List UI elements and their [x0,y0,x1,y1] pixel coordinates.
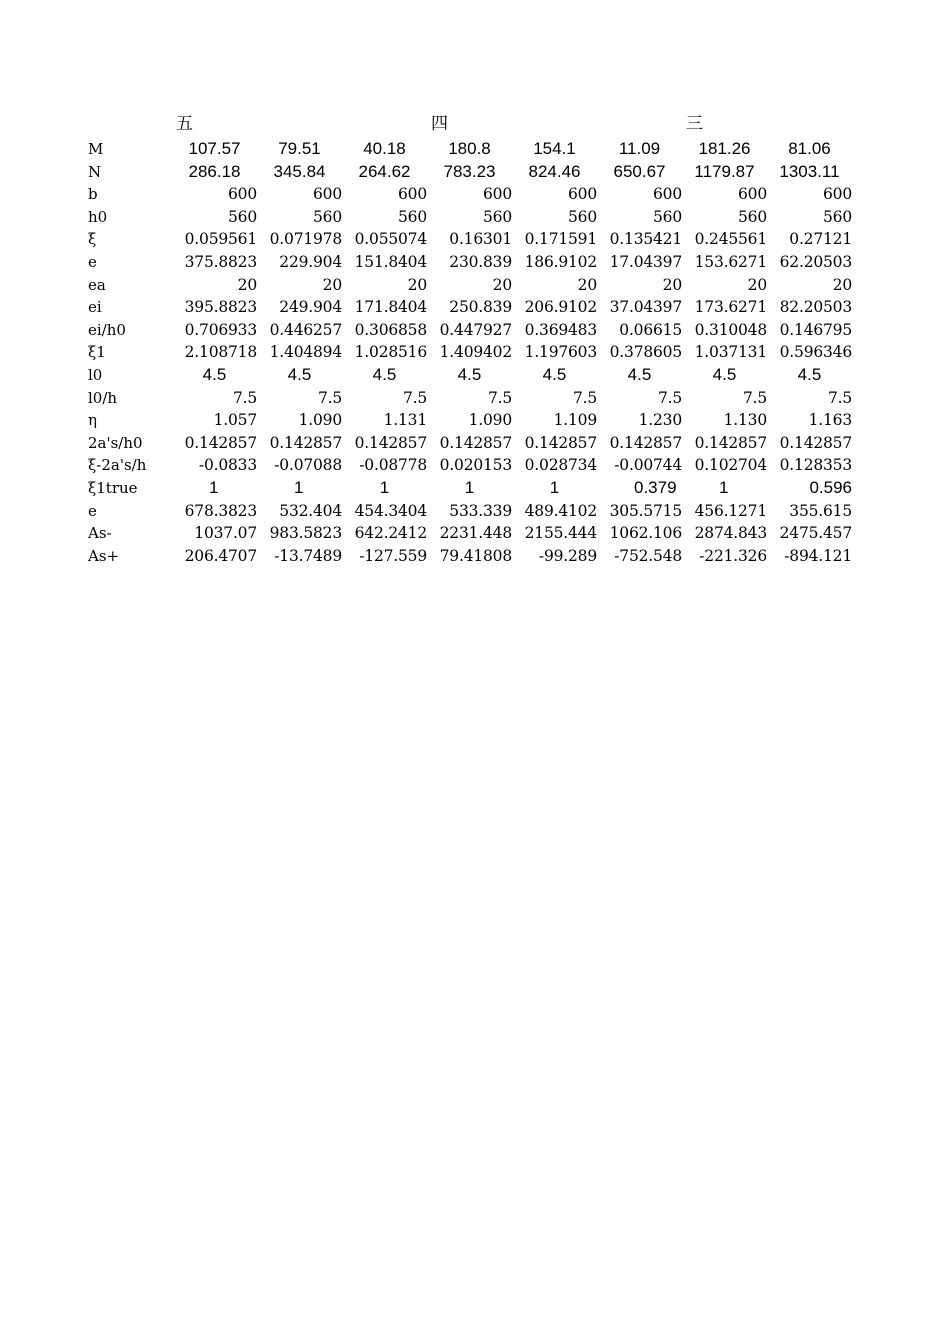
table-cell: 0.378605 [609,343,682,362]
table-cell: 4.5 [202,364,227,384]
table-cell: 81.06 [788,139,831,158]
table-cell: 560 [313,207,342,226]
table-cell: 230.839 [449,252,512,271]
table-cell: -0.08778 [359,456,427,475]
table-cell: 1.197603 [524,343,597,362]
table-cell: 7.5 [317,388,342,407]
table-cell: 20 [492,275,512,294]
table-cell: 0.171591 [524,230,597,249]
row-label: ei [88,298,102,317]
table-cell: 4.5 [712,364,737,384]
table-row [88,206,854,229]
table-cell: 7.5 [402,388,427,407]
table-cell: 7.5 [742,388,767,407]
table-row [88,138,854,161]
table-cell: 4.5 [457,364,482,384]
table-cell: 0.059561 [184,230,257,249]
table-row [88,364,854,387]
table-cell: 82.20503 [779,298,852,317]
table-cell: 1 [464,477,475,497]
table-cell: 0.142857 [184,433,257,452]
table-cell: 0.596346 [779,343,852,362]
table-cell: 11.09 [618,139,661,158]
table-cell: 1.230 [638,411,682,430]
table-cell: 20 [322,275,342,294]
table-cell: 62.20503 [779,252,852,271]
table-cell: 206.4707 [184,546,257,565]
table-cell: 171.8404 [354,298,427,317]
table-cell: 154.1 [533,139,576,158]
table-cell: 2475.457 [779,524,852,543]
row-label: 2a's/h0 [88,433,143,452]
table-cell: 2155.444 [524,524,597,543]
table-cell: 7.5 [572,388,597,407]
table-cell: 0.596 [809,477,852,497]
group-header-four: 四 [431,114,448,134]
table-cell: 533.339 [449,501,512,520]
table-cell: 186.9102 [524,252,597,271]
table-cell: 79.41808 [439,546,512,565]
table-cell: 1 [719,477,729,497]
table-row [88,251,854,274]
row-label: ei/h0 [88,320,126,339]
table-cell: 0.446257 [269,320,342,339]
table-cell: 229.904 [279,252,342,271]
row-label: As- [88,524,112,543]
table-row [88,545,854,568]
row-label: l0/h [88,388,118,407]
table-cell: 1.163 [808,411,852,430]
table-cell: 375.8823 [184,252,257,271]
table-cell: 0.142857 [694,433,767,452]
table-cell: 20 [407,275,427,294]
table-cell: 0.379 [634,477,677,497]
table-cell: 0.020153 [439,456,512,475]
table-cell: 600 [568,185,597,204]
table-row [88,432,854,455]
table-cell: 7.5 [232,388,257,407]
table-cell: 0.706933 [184,320,257,339]
table-cell: 107.57 [188,139,241,158]
table-cell: -752.548 [614,546,682,565]
table-cell: 1.090 [298,411,342,430]
table-row [88,161,854,184]
table-cell: 79.51 [278,139,321,158]
table-cell: 4.5 [627,364,652,384]
row-label: ea [88,275,106,294]
table-cell: 1 [379,477,390,497]
table-cell: 489.4102 [524,501,597,520]
table-cell: 20 [577,275,597,294]
table-cell: 0.102704 [694,456,767,475]
table-row [88,319,854,342]
table-cell: 4.5 [287,364,312,384]
table-cell: 0.135421 [609,230,682,249]
table-cell: 345.84 [273,161,326,181]
table-cell: 824.46 [528,161,581,181]
table-cell: 1.109 [553,411,597,430]
table-cell: 1.131 [383,411,427,430]
table-cell: 0.142857 [779,433,852,452]
table-cell: 1.090 [468,411,512,430]
table-cell: 4.5 [542,364,567,384]
row-label: As+ [88,546,120,565]
table-cell: 0.16301 [449,230,512,249]
table-cell: 0.142857 [609,433,682,452]
table-cell: 600 [228,185,257,204]
row-label: e [88,252,97,271]
table-cell: 37.04397 [609,298,682,317]
table-cell: -13.7489 [274,546,342,565]
table-cell: 600 [398,185,427,204]
table-cell: 650.67 [613,161,666,181]
table-cell: 1 [294,477,304,497]
table-cell: 2231.448 [439,524,512,543]
table-row [88,228,854,251]
table-cell: 1 [549,477,560,497]
table-cell: 249.904 [279,298,342,317]
table-cell: 20 [832,275,852,294]
table-cell: 153.6271 [694,252,767,271]
table-row [88,274,854,297]
table-cell: 0.306858 [354,320,427,339]
table-cell: 0.146795 [779,320,852,339]
group-header-five: 五 [176,114,193,134]
table-cell: -894.121 [784,546,852,565]
table-cell: 264.62 [358,161,411,181]
table-cell: 600 [483,185,512,204]
table-row [88,341,854,364]
table-cell: -127.559 [359,546,427,565]
table-cell: 0.128353 [779,456,852,475]
table-cell: 173.6271 [694,298,767,317]
table-cell: 678.3823 [184,501,257,520]
table-cell: 0.071978 [269,230,342,249]
row-label: b [88,185,98,204]
row-label: ξ-2a's/h [88,456,147,475]
table-row [88,500,854,523]
table-cell: 2874.843 [694,524,767,543]
table-cell: 17.04397 [609,252,682,271]
table-cell: -0.00744 [614,456,682,475]
table-cell: 40.18 [363,139,406,158]
table-cell: 305.5715 [609,501,682,520]
table-cell: 181.26 [698,139,751,158]
group-header-row [88,112,854,138]
row-label: e [88,501,97,520]
table-cell: 0.369483 [524,320,597,339]
table-cell: 395.8823 [184,298,257,317]
table-row [88,409,854,432]
table-row [88,522,854,545]
row-label: h0 [88,207,108,226]
table-cell: 0.245561 [694,230,767,249]
table-cell: 1.057 [213,411,257,430]
table-cell: 7.5 [827,388,852,407]
row-label: ξ1true [88,478,138,497]
row-label: M [88,140,104,158]
table-cell: 600 [653,185,682,204]
table-row [88,183,854,206]
table-cell: 355.615 [789,501,852,520]
table-cell: 0.06615 [619,320,682,339]
table-cell: 7.5 [487,388,512,407]
table-cell: 560 [228,207,257,226]
table-cell: 560 [568,207,597,226]
table-cell: 1.130 [723,411,767,430]
table-cell: 783.23 [443,161,496,181]
table-cell: 560 [653,207,682,226]
table-cell: 4.5 [797,364,822,384]
table-cell: 0.055074 [354,230,427,249]
table-cell: 0.142857 [269,433,342,452]
table-cell: 151.8404 [354,252,427,271]
group-header-three: 三 [686,114,703,134]
table-cell: 0.142857 [524,433,597,452]
table-cell: 250.839 [449,298,512,317]
table-row [88,454,854,477]
table-cell: 1.028516 [354,343,427,362]
table-cell: 206.9102 [524,298,597,317]
table-cell: 1.037131 [694,343,767,362]
table-cell: -0.07088 [274,456,342,475]
table-cell: 0.310048 [694,320,767,339]
table-cell: 1.404894 [269,343,342,362]
table-cell: 0.27121 [789,230,852,249]
table-cell: 983.5823 [269,524,342,543]
row-label: ξ1 [88,343,106,362]
table-cell: 20 [237,275,257,294]
table-cell: 560 [398,207,427,226]
table-cell: 1 [209,477,219,497]
table-cell: 4.5 [372,364,397,384]
table-cell: 0.142857 [439,433,512,452]
spreadsheet-table [88,112,854,567]
table-cell: 454.3404 [354,501,427,520]
table-cell: 1062.106 [609,524,682,543]
table-cell: 1303.11 [779,161,840,181]
table-cell: 1.409402 [439,343,512,362]
table-body [88,138,854,567]
table-cell: 560 [738,207,767,226]
table-cell: 0.447927 [439,320,512,339]
table-cell: 600 [738,185,767,204]
table-cell: 560 [483,207,512,226]
table-row [88,296,854,319]
table-cell: 0.028734 [524,456,597,475]
table-cell: 7.5 [657,388,682,407]
table-cell: 600 [823,185,852,204]
table-cell: 560 [823,207,852,226]
table-cell: -221.326 [699,546,767,565]
row-label: l0 [88,365,103,384]
table-cell: 20 [747,275,767,294]
row-label: ξ [88,230,97,249]
table-cell: 642.2412 [354,524,427,543]
row-label: N [88,162,102,181]
table-cell: 20 [662,275,682,294]
table-cell: -99.289 [538,546,597,565]
table-cell: 286.18 [188,161,241,181]
table-cell: -0.0833 [198,456,257,475]
table-cell: 600 [313,185,342,204]
table-cell: 0.142857 [354,433,427,452]
table-cell: 532.404 [279,501,342,520]
table-cell: 2.108718 [184,343,257,362]
table-cell: 1179.87 [694,161,755,181]
table-row [88,387,854,410]
table-cell: 1037.07 [194,524,257,543]
table-row [88,477,854,500]
row-label: η [88,411,97,430]
table-cell: 456.1271 [694,501,767,520]
table-cell: 180.8 [448,139,491,158]
